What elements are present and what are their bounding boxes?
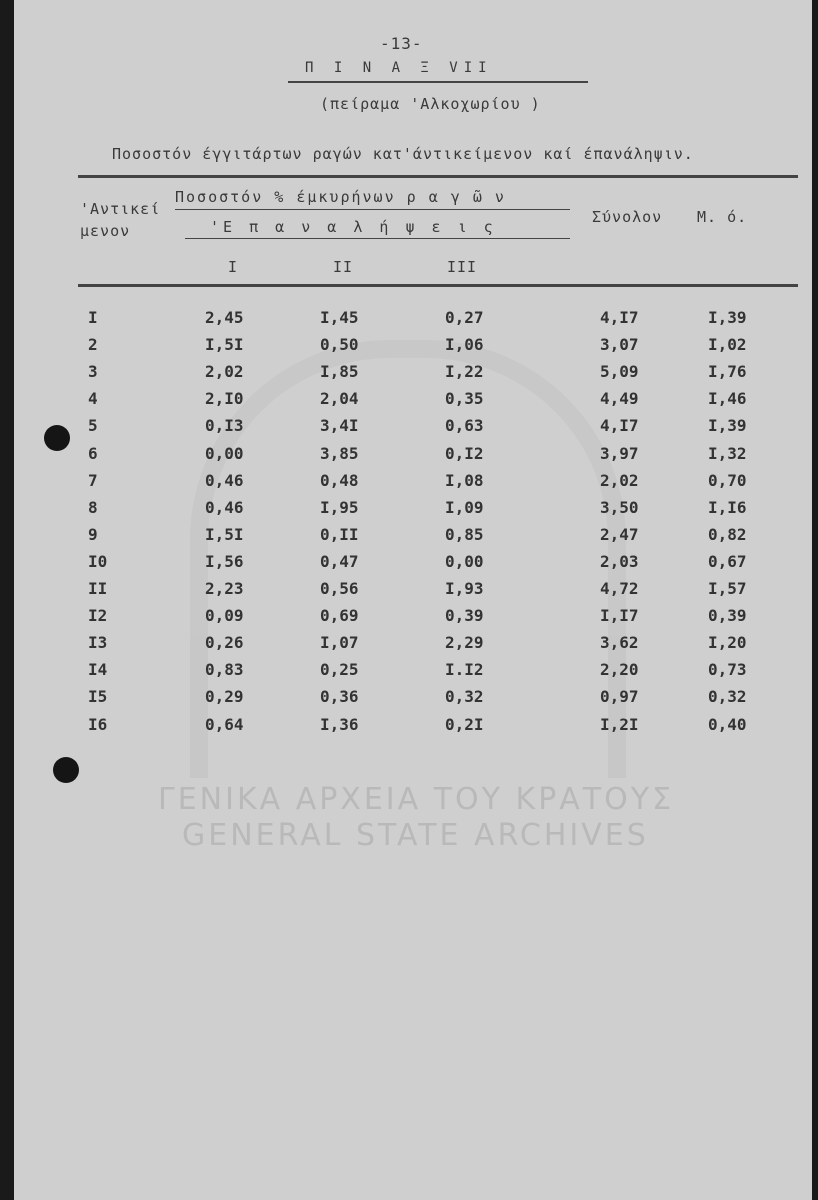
cell-obj-row-2: 2: [88, 335, 98, 354]
cell-r2-row-6: 3,85: [320, 444, 359, 463]
cell-r3-row-7: Ι,08: [445, 471, 484, 490]
page-number: -13-: [380, 34, 423, 53]
cell-r1-row-15: 0,29: [205, 687, 244, 706]
header-object-line1: 'Αντικεί: [80, 200, 161, 218]
table-title: Π Ι Ν Α Ξ VII: [305, 60, 493, 76]
cell-total-row-12: Ι,Ι7: [600, 606, 639, 625]
cell-obj-row-1: Ι: [88, 308, 98, 327]
header-rep-2: ΙΙ: [333, 258, 354, 276]
cell-total-row-1: 4,Ι7: [600, 308, 639, 327]
cell-mean-row-6: Ι,32: [708, 444, 747, 463]
cell-r3-row-10: 0,00: [445, 552, 484, 571]
cell-r2-row-9: 0,ΙΙ: [320, 525, 359, 544]
cell-mean-row-12: 0,39: [708, 606, 747, 625]
watermark-english: GENERAL STATE ARCHIVES: [182, 818, 649, 853]
cell-total-row-8: 3,50: [600, 498, 639, 517]
cell-r1-row-14: 0,83: [205, 660, 244, 679]
table-top-rule: [78, 175, 798, 178]
cell-total-row-14: 2,20: [600, 660, 639, 679]
cell-r1-row-13: 0,26: [205, 633, 244, 652]
cell-mean-row-10: 0,67: [708, 552, 747, 571]
cell-total-row-5: 4,Ι7: [600, 416, 639, 435]
cell-mean-row-14: 0,73: [708, 660, 747, 679]
cell-r1-row-10: Ι,56: [205, 552, 244, 571]
cell-r1-row-16: 0,64: [205, 715, 244, 734]
header-group-rule1: [175, 209, 570, 210]
title-underline: [288, 81, 588, 83]
cell-obj-row-3: 3: [88, 362, 98, 381]
punch-hole-bottom: [53, 757, 79, 783]
watermark-greek: ΓΕΝΙΚΑ ΑΡΧΕΙΑ ΤΟΥ ΚΡΑΤΟΥΣ: [158, 782, 675, 817]
cell-obj-row-16: Ι6: [88, 715, 108, 734]
header-group-line1: Ποσοστόν % έμκυρήνων ρ α γ ῶ ν: [175, 188, 506, 206]
cell-mean-row-2: Ι,02: [708, 335, 747, 354]
cell-obj-row-5: 5: [88, 416, 98, 435]
header-object-line2: μενον: [80, 222, 131, 240]
cell-r2-row-16: Ι,36: [320, 715, 359, 734]
cell-mean-row-5: Ι,39: [708, 416, 747, 435]
cell-total-row-15: 0,97: [600, 687, 639, 706]
cell-obj-row-15: Ι5: [88, 687, 108, 706]
cell-obj-row-13: Ι3: [88, 633, 108, 652]
cell-mean-row-13: Ι,20: [708, 633, 747, 652]
cell-mean-row-1: Ι,39: [708, 308, 747, 327]
cell-r1-row-7: 0,46: [205, 471, 244, 490]
cell-mean-row-3: Ι,76: [708, 362, 747, 381]
cell-r3-row-13: 2,29: [445, 633, 484, 652]
cell-mean-row-7: 0,70: [708, 471, 747, 490]
cell-r2-row-4: 2,04: [320, 389, 359, 408]
cell-total-row-2: 3,07: [600, 335, 639, 354]
subtitle: (πείραμα 'Αλκοχωρίου ): [320, 95, 541, 113]
cell-r2-row-11: 0,56: [320, 579, 359, 598]
header-total: Σύνολον: [592, 208, 663, 226]
punch-hole-top: [44, 425, 70, 451]
header-group-rule2: [185, 238, 570, 239]
cell-r2-row-10: 0,47: [320, 552, 359, 571]
cell-r3-row-9: 0,85: [445, 525, 484, 544]
cell-total-row-3: 5,09: [600, 362, 639, 381]
cell-r2-row-12: 0,69: [320, 606, 359, 625]
cell-r3-row-14: Ι.Ι2: [445, 660, 484, 679]
cell-r2-row-13: Ι,07: [320, 633, 359, 652]
cell-r1-row-2: Ι,5Ι: [205, 335, 244, 354]
cell-mean-row-11: Ι,57: [708, 579, 747, 598]
cell-obj-row-7: 7: [88, 471, 98, 490]
cell-r3-row-3: Ι,22: [445, 362, 484, 381]
cell-mean-row-8: Ι,Ι6: [708, 498, 747, 517]
cell-r1-row-3: 2,02: [205, 362, 244, 381]
cell-total-row-13: 3,62: [600, 633, 639, 652]
cell-r3-row-15: 0,32: [445, 687, 484, 706]
cell-obj-row-4: 4: [88, 389, 98, 408]
cell-r3-row-5: 0,63: [445, 416, 484, 435]
cell-total-row-11: 4,72: [600, 579, 639, 598]
cell-total-row-9: 2,47: [600, 525, 639, 544]
cell-r3-row-4: 0,35: [445, 389, 484, 408]
cell-r3-row-16: 0,2Ι: [445, 715, 484, 734]
cell-r1-row-12: 0,09: [205, 606, 244, 625]
cell-total-row-16: Ι,2Ι: [600, 715, 639, 734]
cell-r2-row-1: Ι,45: [320, 308, 359, 327]
header-rep-3: ΙΙΙ: [447, 258, 478, 276]
cell-total-row-7: 2,02: [600, 471, 639, 490]
cell-r1-row-9: Ι,5Ι: [205, 525, 244, 544]
cell-obj-row-11: ΙΙ: [88, 579, 108, 598]
cell-r2-row-8: Ι,95: [320, 498, 359, 517]
cell-obj-row-9: 9: [88, 525, 98, 544]
cell-total-row-6: 3,97: [600, 444, 639, 463]
table-header-rule: [78, 284, 798, 287]
cell-r2-row-7: 0,48: [320, 471, 359, 490]
cell-mean-row-15: 0,32: [708, 687, 747, 706]
header-group-line2: 'Ε π α ν α λ ή ψ ε ι ς: [210, 218, 497, 236]
cell-r1-row-1: 2,45: [205, 308, 244, 327]
cell-obj-row-14: Ι4: [88, 660, 108, 679]
cell-obj-row-12: Ι2: [88, 606, 108, 625]
cell-r1-row-6: 0,00: [205, 444, 244, 463]
cell-r3-row-12: 0,39: [445, 606, 484, 625]
cell-obj-row-6: 6: [88, 444, 98, 463]
cell-mean-row-4: Ι,46: [708, 389, 747, 408]
cell-r2-row-2: 0,50: [320, 335, 359, 354]
cell-r2-row-3: Ι,85: [320, 362, 359, 381]
cell-total-row-4: 4,49: [600, 389, 639, 408]
cell-r3-row-6: 0,Ι2: [445, 444, 484, 463]
cell-obj-row-8: 8: [88, 498, 98, 517]
header-rep-1: Ι: [228, 258, 239, 276]
cell-r3-row-11: Ι,93: [445, 579, 484, 598]
cell-r1-row-11: 2,23: [205, 579, 244, 598]
cell-r2-row-5: 3,4Ι: [320, 416, 359, 435]
watermark-logo: [190, 340, 626, 778]
cell-r2-row-14: 0,25: [320, 660, 359, 679]
cell-r1-row-4: 2,Ι0: [205, 389, 244, 408]
cell-r2-row-15: 0,36: [320, 687, 359, 706]
cell-r1-row-5: 0,Ι3: [205, 416, 244, 435]
header-mean: Μ. ό.: [697, 208, 748, 226]
table-caption: Ποσοστόν έγγιτάρτων ραγών κατ'άντικείμενον καί έπανάληψιν.: [112, 145, 694, 163]
cell-obj-row-10: Ι0: [88, 552, 108, 571]
cell-r3-row-1: 0,27: [445, 308, 484, 327]
cell-r1-row-8: 0,46: [205, 498, 244, 517]
cell-r3-row-2: Ι,06: [445, 335, 484, 354]
cell-total-row-10: 2,03: [600, 552, 639, 571]
cell-r3-row-8: Ι,09: [445, 498, 484, 517]
cell-mean-row-16: 0,40: [708, 715, 747, 734]
cell-mean-row-9: 0,82: [708, 525, 747, 544]
